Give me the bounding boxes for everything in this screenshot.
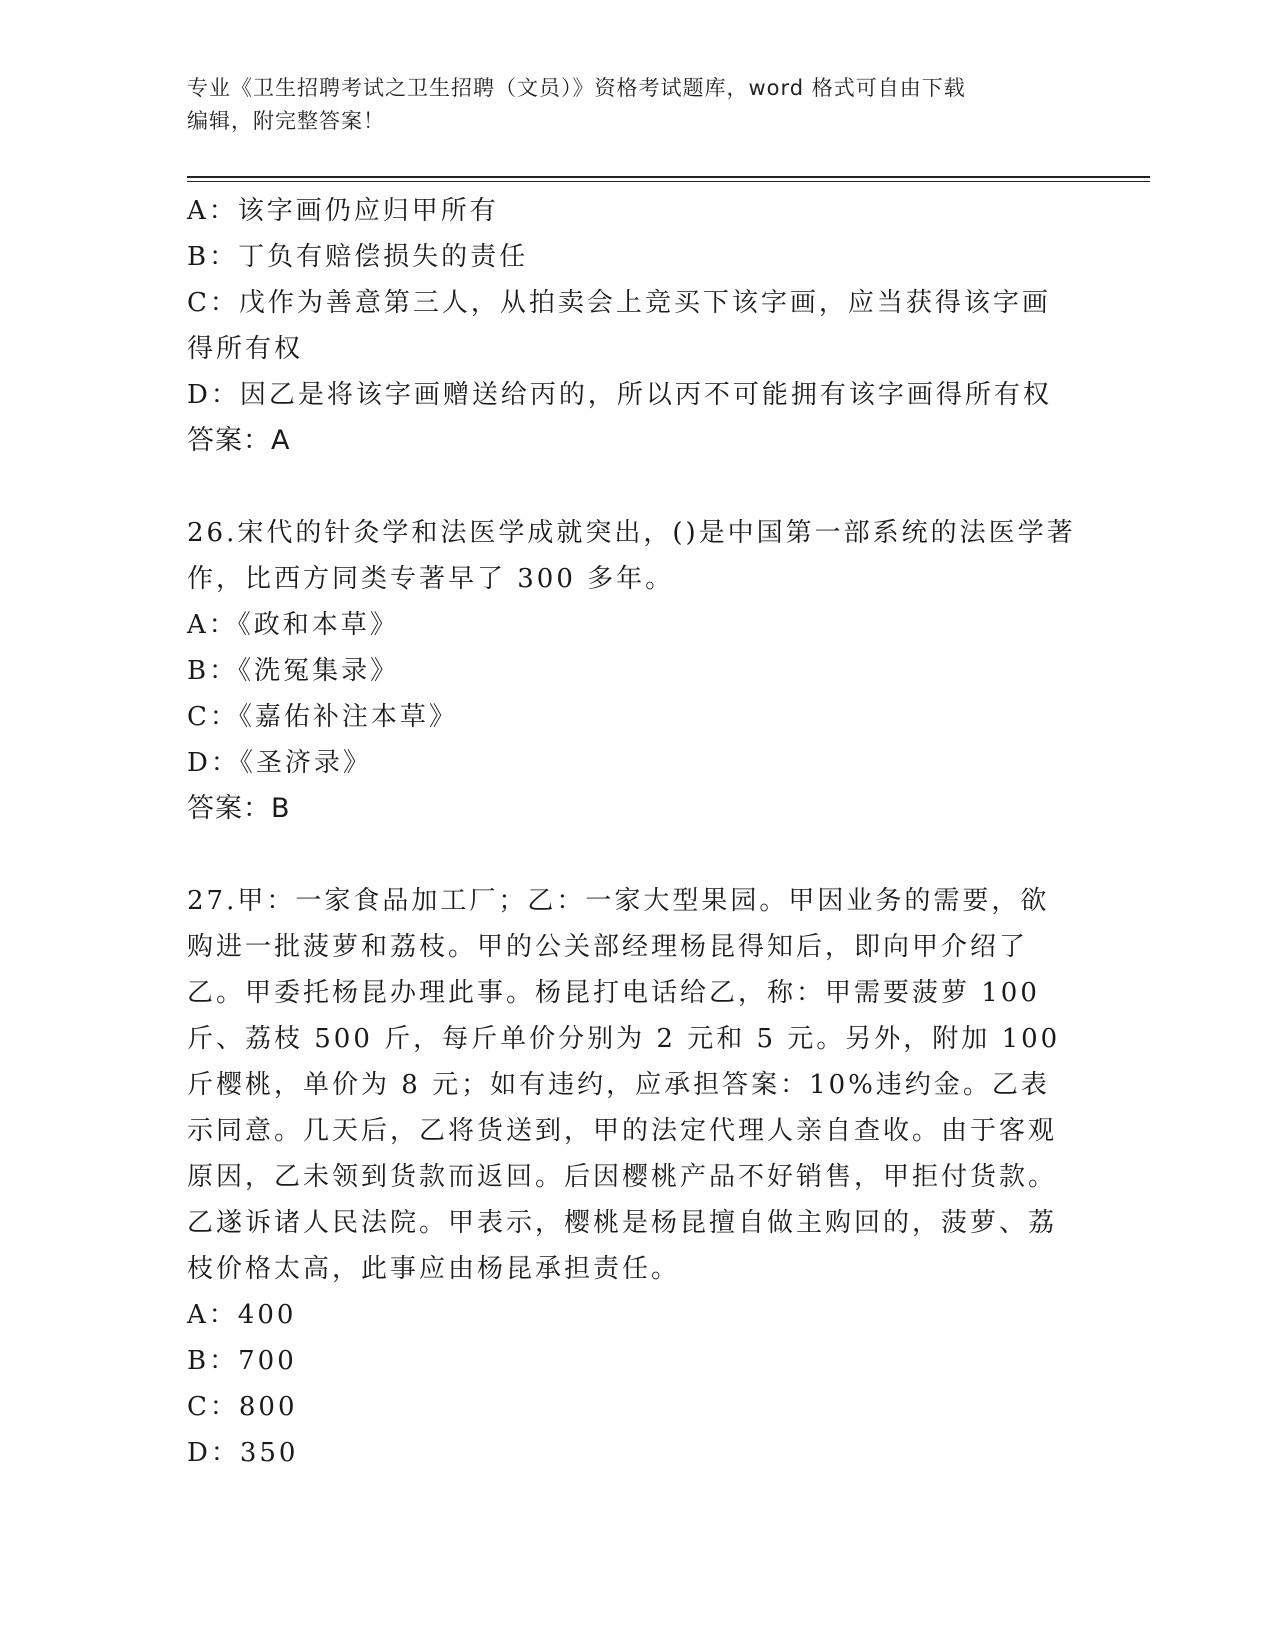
question-27-block	[187, 878, 1077, 1476]
q25-option-b: B：丁负有赔偿损失的责任	[187, 242, 529, 272]
question-25-block	[187, 188, 1077, 464]
q27-stem: 27.甲：一家食品加工厂；乙：一家大型果园。甲因业务的需要，欲购进一批菠萝和荔枝。甲的公关部经理杨昆得知后，即向甲介绍了乙。甲委托杨昆办理此事。杨昆打电话给乙，称：甲需要菠萝 100 斤、荔枝 500 斤，每斤单价分别为 2 元和 5 元。另外，附加 100 斤樱桃，单价为 8 元；如有违约，应承担答案：10%违约金。乙表示同意。几天后，乙将货送到，甲的法定代理人亲自查收。由于客观原因，乙未领到货款而返回。后因樱桃产品不好销售，甲拒付货款。乙遂诉诸人民法院。甲表示，樱桃是杨昆擅自做主购回的，菠萝、荔枝价格太高，此事应由杨昆承担责任。	[187, 886, 1061, 1284]
q27-option-a: A：400	[187, 1300, 297, 1330]
q26-option-c: C：《嘉佑补注本草》	[187, 702, 458, 732]
q27-option-c: C：800	[187, 1392, 298, 1422]
header-line-2: 编辑，附完整答案！	[187, 109, 385, 133]
q25-option-c: C：戊作为善意第三人，从拍卖会上竞买下该字画，应当获得该字画得所有权	[187, 288, 1051, 364]
q26-stem: 26.宋代的针灸学和法医学成就突出，()是中国第一部系统的法医学著作，比西方同类专著早了 300 多年。	[187, 518, 1076, 594]
q25-option-a: A：该字画仍应归甲所有	[187, 196, 499, 226]
q26-option-a: A：《政和本草》	[187, 610, 399, 640]
header-divider-thick	[187, 176, 1150, 178]
document-header	[187, 72, 1067, 138]
q26-answer: 答案：B	[187, 793, 291, 824]
q26-option-d: D：《圣济录》	[187, 748, 372, 778]
q26-option-b: B：《洗冤集录》	[187, 656, 400, 686]
q25-option-d: D：因乙是将该字画赠送给丙的，所以丙不可能拥有该字画得所有权	[187, 380, 1052, 410]
question-content	[187, 188, 1077, 1476]
q27-option-d: D：350	[187, 1438, 299, 1468]
q25-answer: 答案：A	[187, 425, 291, 456]
question-spacer	[187, 832, 1077, 878]
question-26-block	[187, 510, 1077, 832]
q27-option-b: B：700	[187, 1346, 297, 1376]
header-divider-thin	[187, 181, 1150, 182]
header-line-1: 专业《卫生招聘考试之卫生招聘（文员）》资格考试题库，word 格式可自由下载	[187, 76, 966, 100]
question-spacer	[187, 464, 1077, 510]
